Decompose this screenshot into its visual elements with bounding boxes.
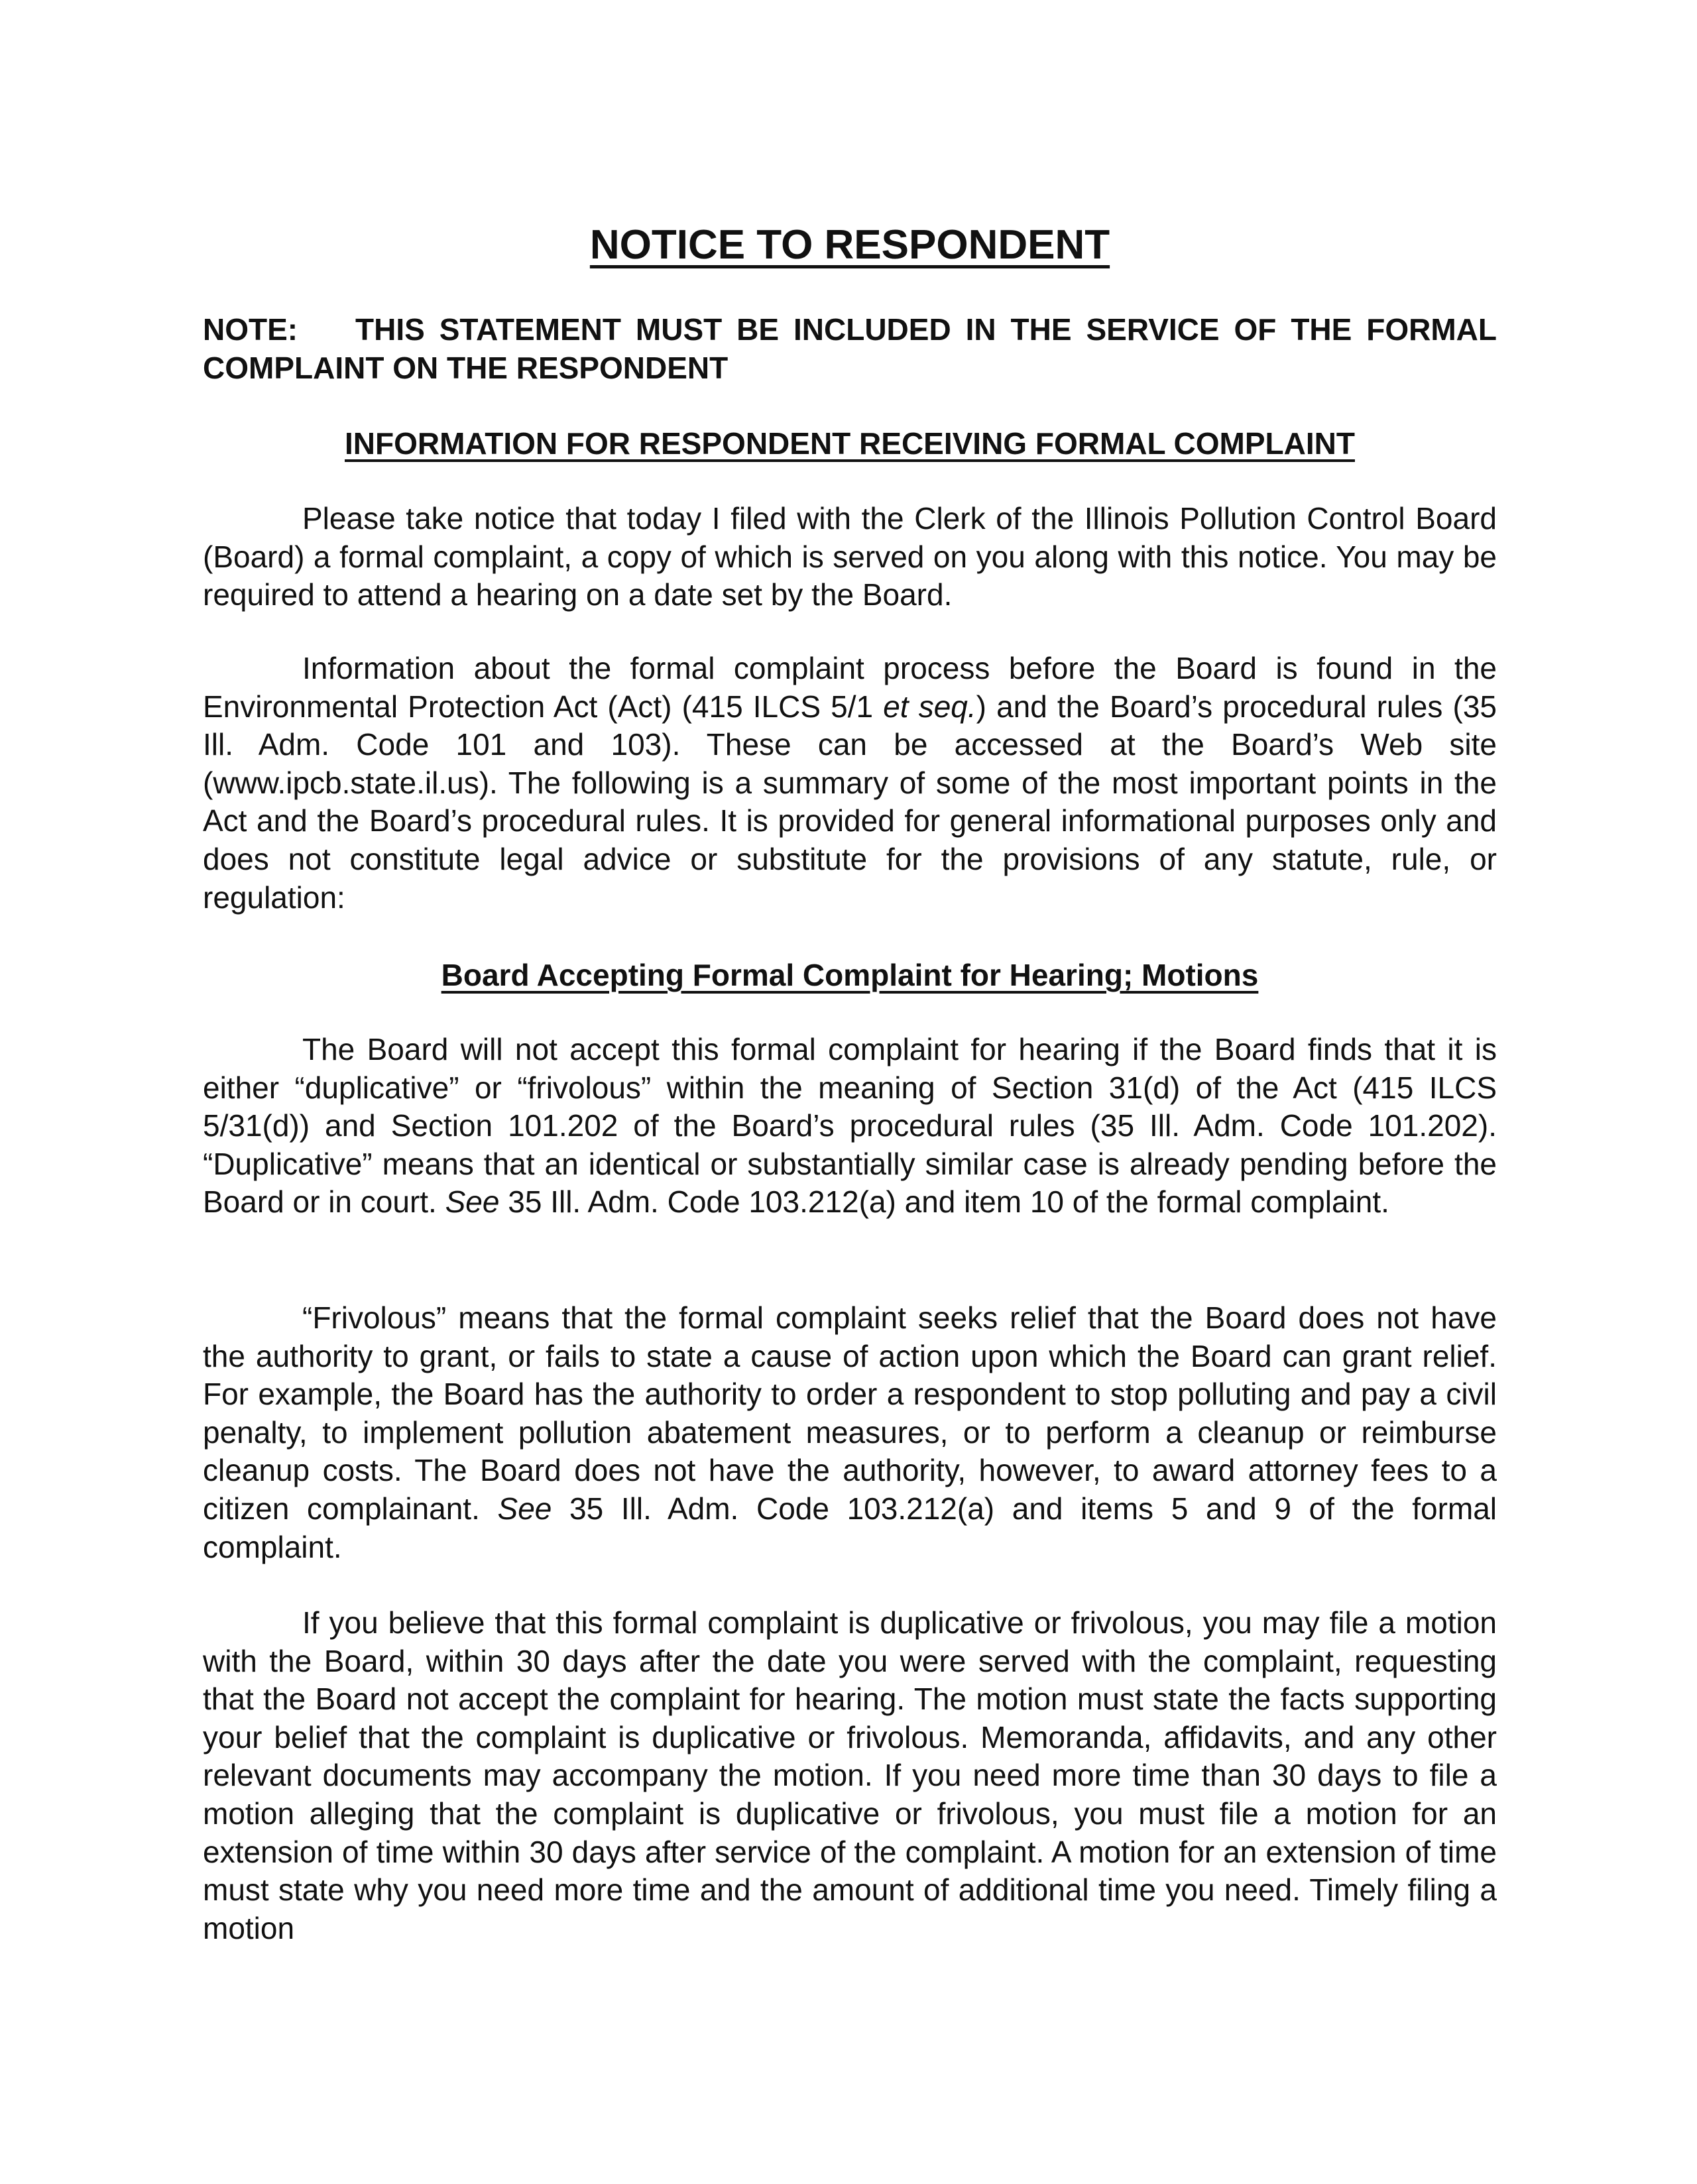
paragraph-process-text-2: ) and the Board’s procedural rules (35 Ill. Adm. Code 101 and 103). These can be accessed at the Board’s Web site (www.ipcb.state.il.us). The following is a summary of some of the most important points in the Act and the Board’s procedural rules. It is provided for general informational purposes only and does not constitute legal advice or substitute for the provisions of any statute, rule, or regulation:: [203, 689, 1497, 915]
paragraph-frivolous-text-2: 35 Ill. Adm. Code 103.212(a) and items 5 and 9 of the formal complaint.: [203, 1491, 1497, 1564]
note-label: NOTE:: [203, 312, 298, 347]
section-heading-accepting-complaint: Board Accepting Formal Complaint for Hearing; Motions: [441, 958, 1259, 992]
paragraph-frivolous: [203, 1299, 1497, 1566]
paragraph-duplicative-text-1: The Board will not accept this formal complaint for hearing if the Board finds that it is either “duplicative” or “frivolous” within the meaning of Section 31(d) of the Act (415 ILCS 5/31(d)) and Section 101.202 of the Board’s procedural rules (35 Ill. Adm. Code 101.202). “Duplicative” means that an identical or substantially similar case is already pending before the Board or in court.: [203, 1032, 1497, 1220]
paragraph-frivolous-italic: See: [497, 1491, 552, 1526]
section-heading-information: INFORMATION FOR RESPONDENT RECEIVING FORMAL COMPLAINT: [345, 426, 1355, 461]
paragraph-process-information: [203, 650, 1497, 917]
paragraph-duplicative: [203, 1031, 1497, 1222]
paragraph-frivolous-text-1: “Frivolous” means that the formal complaint seeks relief that the Board does not have the authority to grant, or fails to state a cause of action upon which the Board can grant relief. For example, the Board has the authority to order a respondent to stop polluting and pay a civil penalty, to implement pollution abatement measures, or to perform a cleanup or reimburse cleanup costs. The Board does not have the authority, however, to award attorney fees to a citizen complainant.: [203, 1300, 1497, 1526]
paragraph-process-text-1: Information about the formal complaint process before the Board is found in the Environmental Protection Act (Act) (415 ILCS 5/1: [203, 651, 1497, 724]
paragraph-filing-notice: Please take notice that today I filed with the Clerk of the Illinois Pollution Control Board (Board) a formal complaint, a copy of which is served on you along with this notice. You may be required to attend a hearing on a date set by the Board.: [203, 501, 1497, 612]
paragraph-duplicative-italic: See: [445, 1184, 500, 1220]
paragraph-duplicative-text-2: 35 Ill. Adm. Code 103.212(a) and item 10 of the formal complaint.: [499, 1184, 1389, 1220]
note-text: THIS STATEMENT MUST BE INCLUDED IN THE SERVICE OF THE FORMAL COMPLAINT ON THE RESPONDENT: [203, 312, 1497, 385]
paragraph-motion: If you believe that this formal complaint is duplicative or frivolous, you may file a motion with the Board, within 30 days after the date you were served with the complaint, requesting that the Board not accept the complaint for hearing. The motion must state the facts supporting your belief that the complaint is duplicative or frivolous. Memoranda, affidavits, and any other relevant documents may accompany the motion. If you need more time than 30 days to file a motion alleging that the complaint is duplicative or frivolous, you must file a motion for an extension of time within 30 days after service of the complaint. A motion for an extension of time must state why you need more time and the amount of additional time you need. Timely filing a motion: [203, 1605, 1497, 1945]
page-title: NOTICE TO RESPONDENT: [589, 222, 1110, 268]
paragraph-process-italic: et seq.: [883, 689, 976, 724]
service-note: [203, 310, 1497, 387]
